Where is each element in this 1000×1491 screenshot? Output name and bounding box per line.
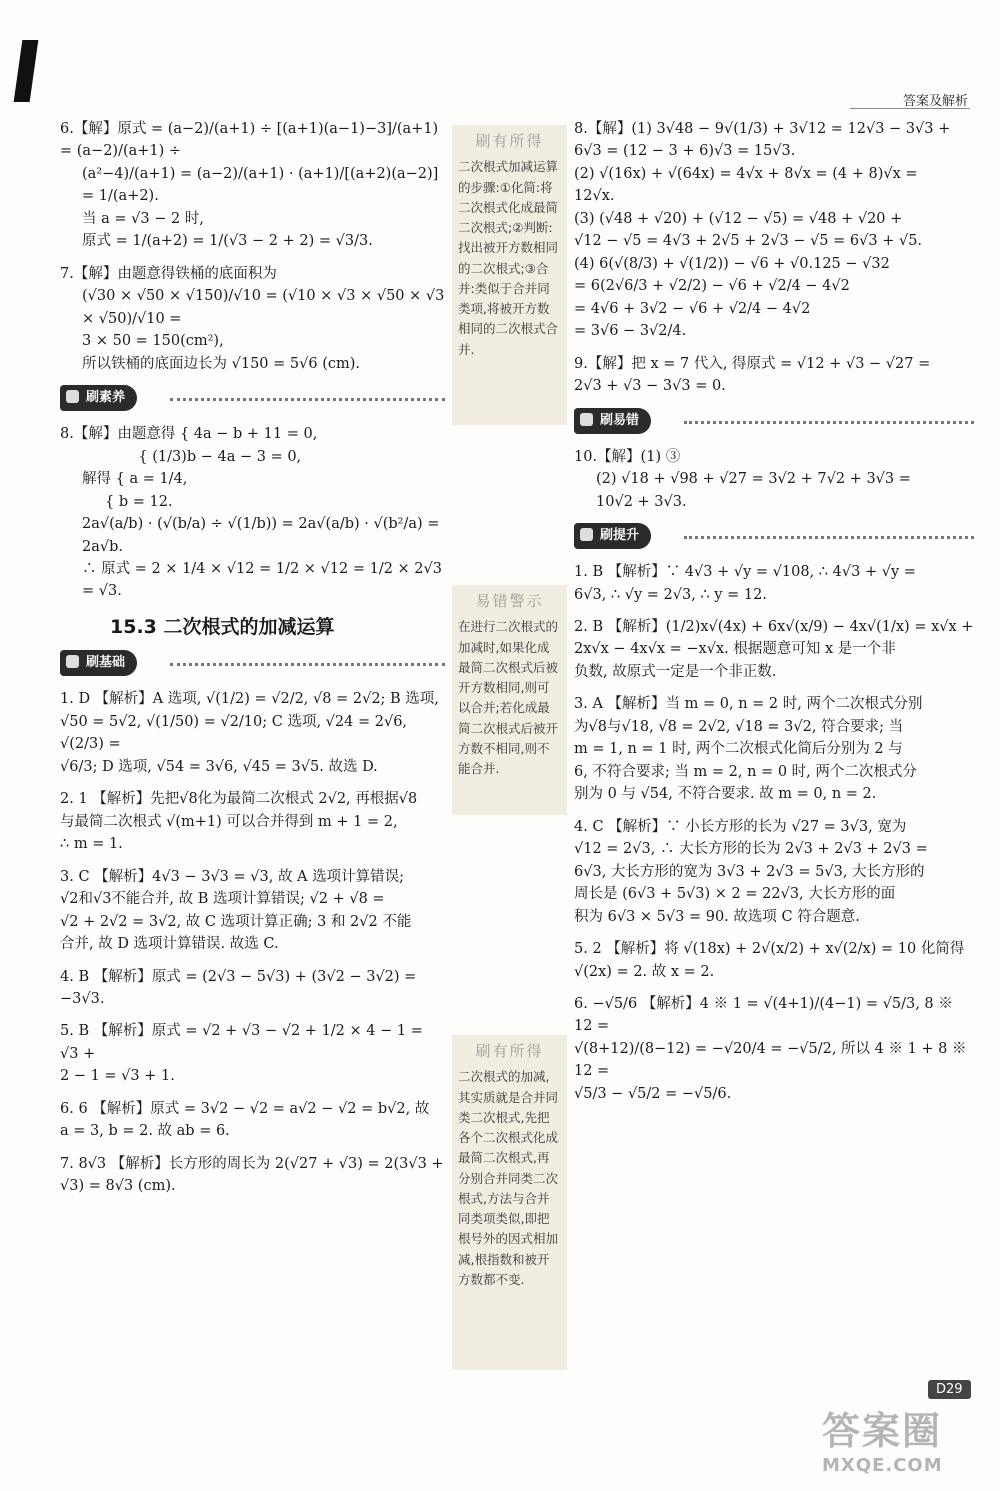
text-line: 负数, 故原式一定是一个非正数. [574, 663, 777, 680]
dotted-divider [170, 663, 445, 666]
text-line: 与最简二次根式 √(m+1) 可以合并得到 m + 1 = 2, [60, 813, 398, 830]
text-line: 2a√(a/b) · (√(b/a) ÷ √(1/b)) = 2a√(a/b) · √(b²/a) = [82, 516, 440, 533]
text-line: 6√3, ∴ √y = 2√3, ∴ y = 12. [574, 586, 767, 603]
section-band-jichu [60, 650, 445, 678]
dotted-divider [684, 421, 974, 424]
text-line: 别为 0 与 √54, 不符合要求. 故 m = 0, n = 2. [574, 786, 877, 803]
right-column [574, 118, 974, 1115]
text-line: 6√3 = (12 − 3 + 6)√3 = 15√3. [574, 143, 796, 160]
text-line: 2. B 【解析】(1/2)x√(4x) + 6x√(x/9) − 4x√(1/x) = x√x + [574, 618, 974, 635]
text-line: √12 − √5 = 4√3 + 2√5 + 2√3 − √5 = 6√3 + √5. [574, 233, 923, 250]
question-6 [60, 1098, 445, 1143]
text-line: a = 3, b = 2. 故 ab = 6. [60, 1123, 230, 1140]
text-line: = 4√6 + 3√2 − √6 + √2/4 − 4√2 [574, 300, 811, 317]
band-label: 刷基础 [60, 650, 137, 676]
text-line: 4. C 【解析】∵ 小长方形的长为 √27 = 3√3, 宽为 [574, 818, 907, 835]
band-label: 刷易错 [574, 408, 651, 434]
problem-8 [60, 423, 445, 603]
dotted-divider [684, 536, 974, 539]
text-line: (4) 6(√(8/3) + √(1/2)) − √6 + √0.125 − √32 [574, 255, 890, 272]
text-line: √2和√3不能合并, 故 B 选项计算错误; √2 + √8 = [60, 891, 385, 908]
question-3 [60, 866, 445, 956]
text-line: 当 a = √3 − 2 时, [82, 210, 204, 227]
question-7 [60, 1153, 445, 1198]
side-note-title: 易错警示 [475, 592, 544, 610]
text-line: { b = 12. [82, 493, 173, 510]
band-label: 刷提升 [574, 523, 651, 549]
problem-6 [60, 118, 445, 253]
problem-9 [574, 353, 974, 398]
text-line: 2x√x − 4x√x = −x√x. 根据题意可知 x 是一个非 [574, 641, 896, 658]
text-line: = 6(2√6/3 + √2/2) − √6 + √2/4 − 4√2 [574, 278, 850, 295]
text-line: √2 + 2√2 = 3√2, 故 C 选项计算正确; 3 和 2√2 不能 [60, 913, 412, 930]
text-line: 8.【解】由题意得 { 4a − b + 11 = 0, [60, 426, 318, 443]
side-note-text: 在进行二次根式的加减时,如果化成最简二次根式后被开方数相同,则可以合并;若化成最简二次根式后被开方数不相同,则不能合并. [458, 619, 559, 777]
corner-bar-mark [14, 40, 39, 102]
watermark-url: MXQE.COM [822, 1455, 943, 1476]
text-line: 3 × 50 = 150(cm²), [82, 333, 224, 350]
section-band-suyang [60, 385, 445, 413]
improve-question-1 [574, 561, 974, 606]
text-line: 9.【解】把 x = 7 代入, 得原式 = √12 + √3 − √27 = [574, 355, 931, 372]
text-line: 为√8与√18, √8 = 2√2, √18 = 3√2, 符合要求; 当 [574, 718, 904, 735]
problem-7 [60, 263, 449, 375]
text-line: √6/3; D 选项, √54 = 3√6, √45 = 3√5. 故选 D. [60, 758, 378, 775]
text-line: 4. B 【解析】原式 = (2√3 − 5√3) + (3√2 − 3√2) = [60, 968, 417, 985]
text-line: −3√3. [60, 990, 105, 1007]
text-line: 2. 1 【解析】先把√8化为最简二次根式 2√2, 再根据√8 [60, 791, 418, 808]
text-line: √5/3 − √5/2 = −√5/6. [574, 1085, 732, 1102]
text-line: √(8+12)/(8−12) = −√20/4 = −√5/2, 所以 4 ※ 1 + 8 ※ 12 = [574, 1040, 972, 1080]
text-line: (2) √18 + √98 + √27 = 3√2 + 7√2 + 3√3 = [596, 471, 911, 488]
question-5 [60, 1020, 445, 1087]
text-line: 2 − 1 = √3 + 1. [60, 1068, 175, 1085]
question-2 [60, 788, 445, 855]
text-line: √12 = 2√3, ∴ 大长方形的长为 2√3 + 2√3 + 2√3 = [574, 841, 928, 858]
site-watermark-logo [822, 1400, 992, 1485]
header-title: 答案及解析 [902, 94, 968, 109]
text-line: 5. 2 【解析】将 √(18x) + 2√(x/2) + x√(2/x) = 10 化简得 [574, 941, 965, 958]
text-line: 10√2 + 3√3. [596, 493, 687, 510]
improve-question-6 [574, 993, 974, 1105]
side-note-title: 刷有所得 [475, 1042, 544, 1060]
text-line: 7. 8√3 【解析】长方形的周长为 2(√27 + √3) = 2(3√3 + [60, 1155, 444, 1172]
text-line: 1. D 【解析】A 选项, √(1/2) = √2/2, √8 = 2√2; B 选项, [60, 691, 439, 708]
section-title: 15.3 二次根式的加减运算 [110, 615, 335, 638]
section-band-yicuo [574, 408, 974, 436]
text-line: 积为 6√3 × 5√3 = 90. 故选项 C 符合题意. [574, 908, 860, 925]
text-line: 周长是 (6√3 + 5√3) × 2 = 22√3, 大长方形的面 [574, 886, 896, 903]
text-line: 12√x. [574, 188, 615, 205]
improve-question-5 [574, 938, 974, 983]
text-line: 5. B 【解析】原式 = √2 + √3 − √2 + 1/2 × 4 − 1 = √3 + [60, 1023, 428, 1062]
text-line: (√30 × √50 × √150)/√10 = (√10 × √3 × √50 × √3 × √50)/√10 = [82, 288, 449, 327]
question-4 [60, 966, 445, 1011]
text-line: 6, 不符合要求; 当 m = 2, n = 0 时, 两个二次根式分 [574, 763, 917, 780]
text-line: 原式 = 1/(a+2) = 1/(√3 − 2 + 2) = √3/3. [82, 233, 373, 250]
side-note-warning [452, 585, 567, 815]
text-line: 2√3 + √3 − 3√3 = 0. [574, 378, 726, 395]
page-number: D29 [928, 1380, 971, 1399]
text-line: m = 1, n = 1 时, 两个二次根式化简后分别为 2 与 [574, 741, 903, 758]
text-line: 6√3, 大长方形的宽为 3√3 + 2√3 = 5√3, 大长方形的 [574, 863, 925, 880]
problem-10 [574, 446, 974, 513]
side-note-title: 刷有所得 [475, 132, 544, 150]
text-line: 6. −√5/6 【解析】4 ※ 1 = √(4+1)/(4−1) = √5/3, 8 ※ 12 = [574, 996, 958, 1035]
question-1 [60, 688, 445, 778]
text-line: 3. C 【解析】4√3 − 3√3 = √3, 故 A 选项计算错误; [60, 868, 405, 885]
dotted-divider [170, 398, 445, 401]
improve-question-4 [574, 816, 974, 928]
text-line: √(2x) = 2. 故 x = 2. [574, 963, 715, 980]
text-line: 8.【解】(1) 3√48 − 9√(1/3) + 3√12 = 12√3 − 3√3 + [574, 121, 951, 137]
text-line: (a²−4)/(a+1) = (a−2)/(a+1) · (a+1)/[(a+2)(a−2)] = 1/(a+2). [82, 165, 443, 205]
left-column [60, 118, 449, 1208]
side-note-gains-2 [452, 1035, 567, 1370]
text-line: 合并, 故 D 选项计算错误. 故选 C. [60, 936, 279, 953]
improve-question-3 [574, 693, 974, 805]
side-note-gains-1 [452, 125, 567, 425]
text-line: (3) (√48 + √20) + (√12 − √5) = √48 + √20 + [574, 210, 903, 227]
problem-8-right [574, 118, 974, 343]
text-line: 7.【解】由题意得铁桶的底面积为 [60, 265, 277, 282]
text-line: √50 = 5√2, √(1/50) = √2/10; C 选项, √24 = 2√6, √(2/3) = [60, 713, 412, 753]
text-line: = 3√6 − 3√2/4. [574, 323, 687, 340]
text-line: ∴ m = 1. [60, 836, 123, 853]
text-line: √3) = 8√3 (cm). [60, 1178, 176, 1195]
text-line: ∴ 原式 = 2 × 1/4 × √12 = 1/2 × √12 = 1/2 × 2√3 = √3. [82, 560, 447, 600]
text-line: 10.【解】(1) ③ [574, 448, 681, 465]
text-line: 6.【解】原式 = (a−2)/(a+1) ÷ [(a+1)(a−1)−3]/(a+1) = (a−2)/(a+1) ÷ [60, 121, 443, 160]
band-label: 刷素养 [60, 385, 137, 411]
text-line: 3. A 【解析】当 m = 0, n = 2 时, 两个二次根式分别 [574, 696, 923, 713]
text-line: 解得 { a = 1/4, [82, 471, 188, 488]
side-note-text: 二次根式的加减,其实质就是合并同类二次根式,先把各个二次根式化成最简二次根式,再分别合并同类二次根式,方法与合并同类项类似,即把根号外的因式相加减,根指数和被开方数都不变. [458, 1069, 559, 1287]
text-line: 2a√b. [82, 538, 124, 555]
side-note-text: 二次根式加减运算的步骤:①化简:将二次根式化成最简二次根式;②判断:找出被开方数相同的二次根式;③合并:类似于合并同类项,将被开方数相同的二次根式合并. [458, 159, 559, 357]
text-line: 所以铁桶的底面边长为 √150 = 5√6 (cm). [82, 355, 360, 372]
watermark-text: 答案圈 [822, 1409, 943, 1453]
text-line: 1. B 【解析】∵ 4√3 + √y = √108, ∴ 4√3 + √y = [574, 564, 916, 581]
section-band-tisheng [574, 523, 974, 551]
improve-question-2 [574, 616, 974, 683]
text-line: (2) √(16x) + √(64x) = 4√x + 8√x = (4 + 8)√x = [574, 165, 918, 182]
header-divider [850, 108, 970, 109]
text-line: 6. 6 【解析】原式 = 3√2 − √2 = a√2 − √2 = b√2, 故 [60, 1100, 430, 1117]
text-line: { (1/3)b − 4a − 3 = 0, [60, 448, 302, 465]
